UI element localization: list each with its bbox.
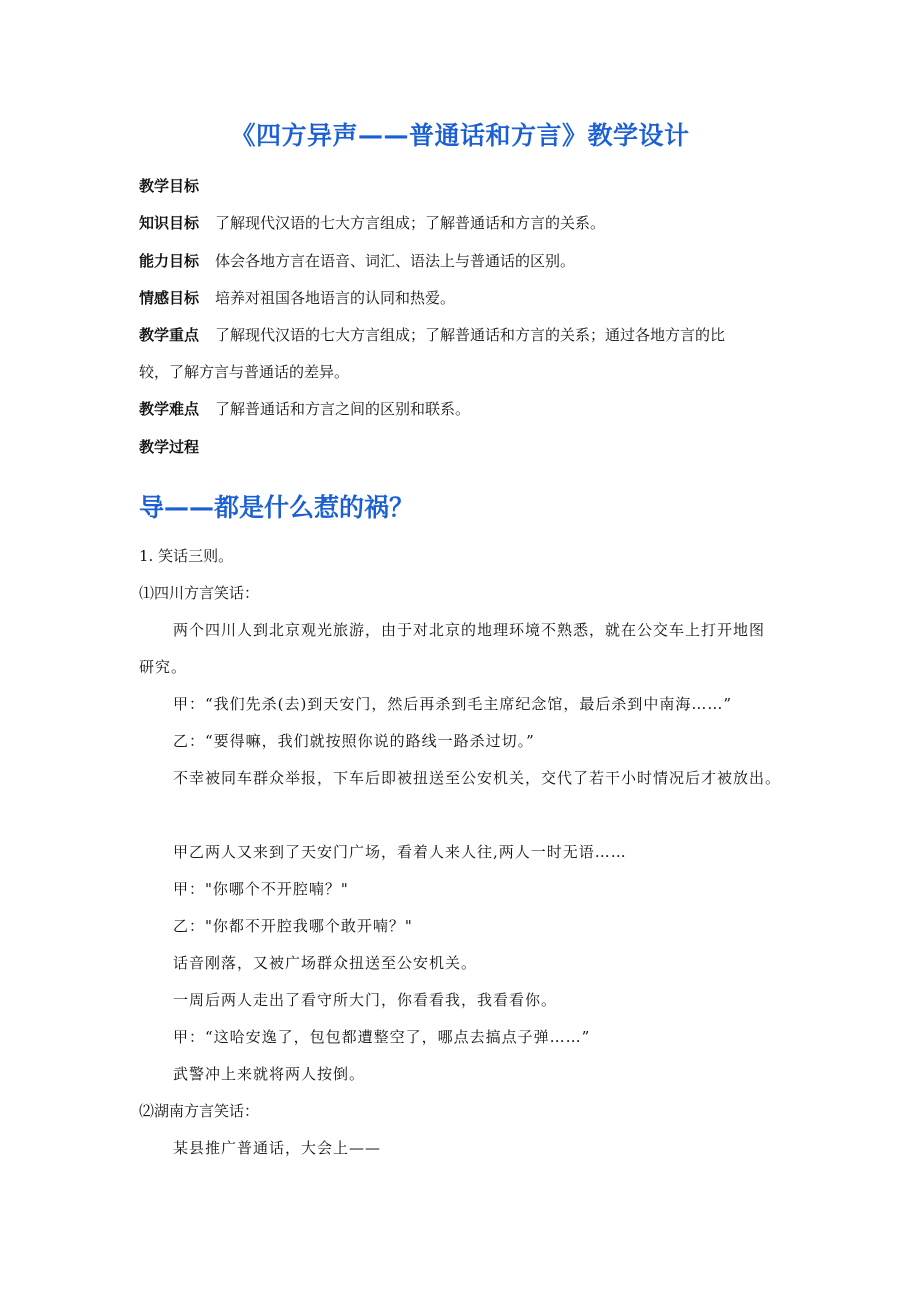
ability-objective bbox=[139, 251, 575, 271]
emotion-objective-text: 培养对祖国各地语言的认同和热爱。 bbox=[215, 289, 456, 307]
knowledge-objective-label: 知识目标 bbox=[139, 214, 200, 232]
joke-line: 甲乙两人又来到了天安门广场，看着人来人往,两人一时无语…… bbox=[173, 843, 627, 861]
joke-line: 不幸被同车群众举报，下车后即被扭送至公安机关，交代了若干小时情况后才被放出。 bbox=[173, 769, 782, 787]
joke-line: 乙：“要得嘛，我们就按照你说的路线一路杀过切。” bbox=[173, 732, 535, 750]
joke-line: 武警冲上来就将两人按倒。 bbox=[173, 1065, 366, 1083]
objectives-heading: 教学目标 bbox=[139, 177, 200, 195]
ability-objective-text: 体会各地方言在语音、词汇、语法上与普通话的区别。 bbox=[215, 252, 576, 270]
section-heading: 导——都是什么惹的祸？ bbox=[139, 493, 415, 522]
teaching-difficulty-label: 教学难点 bbox=[139, 400, 200, 418]
teaching-key-points bbox=[139, 325, 725, 345]
sichuan-joke-heading: ⑴四川方言笑话： bbox=[139, 584, 260, 602]
teaching-key-text-line1: 了解现代汉语的七大方言组成；了解普通话和方言的关系；通过各地方言的比 bbox=[215, 326, 726, 344]
teaching-difficulty bbox=[139, 399, 470, 419]
joke-line: 两个四川人到北京观光旅游，由于对北京的地理环境不熟悉，就在公交车上打开地图 bbox=[173, 621, 766, 639]
item-jokes: 1. 笑话三则。 bbox=[139, 547, 234, 565]
process-heading: 教学过程 bbox=[139, 438, 200, 456]
ability-objective-label: 能力目标 bbox=[139, 252, 200, 270]
joke-line: 乙："你都不开腔我哪个敢开喃？" bbox=[173, 917, 413, 935]
document-title: 《四方异声——普通话和方言》教学设计 bbox=[230, 121, 690, 150]
joke-line: 一周后两人走出了看守所大门，你看看我，我看看你。 bbox=[173, 991, 558, 1009]
emotion-objective bbox=[139, 288, 455, 308]
joke-line: 研究。 bbox=[139, 658, 188, 676]
teaching-key-text-line2: 较，了解方言与普通话的差异。 bbox=[139, 363, 350, 381]
joke-line: 话音刚落，又被广场群众扭送至公安机关。 bbox=[173, 954, 478, 972]
joke-line: 某县推广普通话，大会上—— bbox=[173, 1139, 382, 1157]
emotion-objective-label: 情感目标 bbox=[139, 289, 200, 307]
hunan-joke-heading: ⑵湖南方言笑话： bbox=[139, 1102, 260, 1120]
teaching-key-label: 教学重点 bbox=[139, 326, 200, 344]
joke-line: 甲：“我们先杀(去)到天安门，然后再杀到毛主席纪念馆，最后杀到中南海……” bbox=[173, 695, 733, 713]
knowledge-objective bbox=[139, 213, 605, 233]
knowledge-objective-text: 了解现代汉语的七大方言组成；了解普通话和方言的关系。 bbox=[215, 214, 606, 232]
joke-line: 甲："你哪个不开腔喃？" bbox=[173, 880, 349, 898]
joke-line: 甲：“这哈安逸了，包包都遭整空了，哪点去搞点子弹……” bbox=[173, 1028, 591, 1046]
teaching-difficulty-text: 了解普通话和方言之间的区别和联系。 bbox=[215, 400, 471, 418]
